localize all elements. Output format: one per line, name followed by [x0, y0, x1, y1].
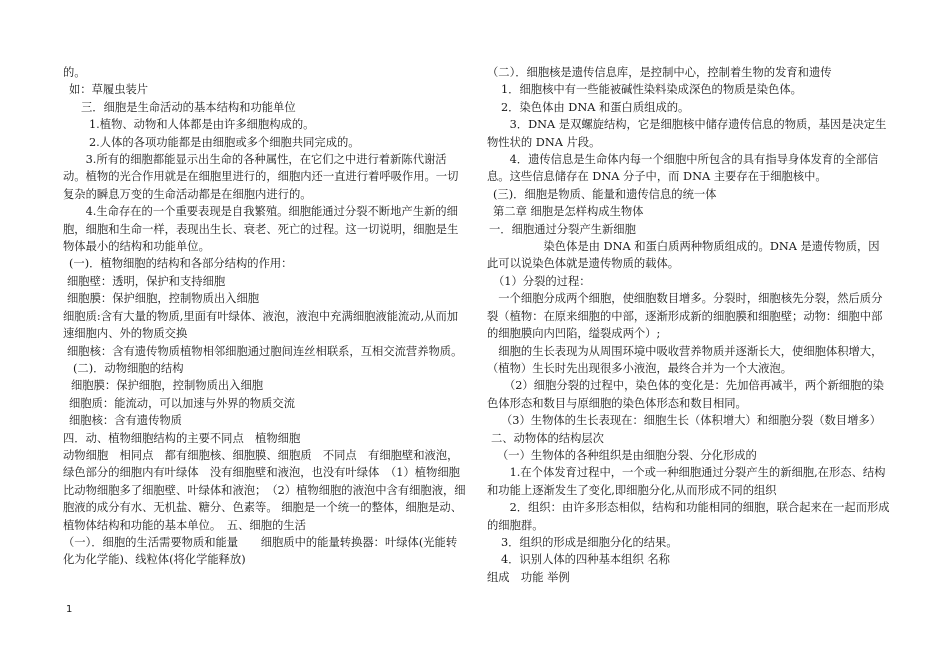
- paragraph: 组成 功能 举例: [487, 570, 570, 584]
- paragraph: 2．染色体由 DNA 和蛋白质组成的。: [501, 100, 690, 114]
- paragraph: （1）分裂的过程：: [493, 274, 591, 288]
- paragraph: 细胞的生长表现为从周围环境中吸收营养物质并逐渐长大，使细胞体积增大，（植物）生长时先出现很多小液泡，最终合并为一个大液泡。: [487, 344, 883, 375]
- paragraph: 2.人体的各项功能都是由细胞或多个细胞共同完成的。: [89, 135, 360, 149]
- paragraph: （3）生物体的生长表现在：细胞生长（体积增大）和细胞分裂（数目增多）: [501, 414, 881, 428]
- paragraph: （一）．细胞的生活需要物质和能量 细胞质中的能量转换器：叶绿体(光能转化为化学能)、线粒体(将化学能释放): [63, 535, 458, 567]
- paragraph: (一)．植物细胞的结构和各部分结构的作用：: [69, 257, 293, 271]
- paragraph: 细胞核：含有遗传物质植物相邻细胞通过胞间连丝相联系，互相交流营养物质。: [67, 344, 463, 358]
- paragraph: 3．组织的形成是细胞分化的结果。: [501, 535, 678, 549]
- paragraph: 细胞质:含有大量的物质,里面有叶绿体、液泡，液泡中充满细胞液能流动,从而加速细胞内、外的物质交换: [63, 309, 459, 341]
- paragraph: 1.在个体发育过程中，一个或一种细胞通过分裂产生的新细胞,在形态、结构和功能上逐渐发生了变化,即细胞分化,从而形成不同的组织: [487, 466, 886, 497]
- paragraph: 1.植物、动物和人体都是由许多细胞构成的。: [89, 118, 315, 132]
- paragraph: (三)．细胞是物质、能量和遗传信息的统一体: [493, 187, 717, 201]
- paragraph: 如：草履虫装片: [69, 83, 149, 97]
- page-number: 1: [66, 604, 73, 615]
- paragraph: (二)．动物细胞的结构: [73, 361, 184, 375]
- paragraph: 三．细胞是生命活动的基本结构和功能单位: [81, 100, 296, 114]
- paragraph: 细胞质：能流动，可以加速与外界的物质交流: [69, 396, 295, 410]
- paragraph: （2）细胞分裂的过程中，染色体的变化是：先加倍再减半，两个新细胞的染色体形态和数目与原细胞的染色体形态和数目相同。: [487, 379, 884, 410]
- paragraph: 细胞膜：保护细胞，控制物质出入细胞: [67, 292, 260, 306]
- paragraph: 染色体是由 DNA 和蛋白质两种物质组成的。DNA 是遗传物质，因此可以说染色体就是遗传物质的载体。: [487, 240, 880, 271]
- paragraph: 2．组织：由许多形态相似，结构和功能相同的细胞，联合起来在一起而形成的细胞群。: [487, 501, 890, 532]
- paragraph: 4．识别人体的四种基本组织 名称: [501, 553, 670, 567]
- paragraph: 动物细胞 相同点 都有细胞核、细胞膜、细胞质 不同点 有细胞壁和液泡，绿色部分的细胞内有叶绿体 没有细胞壁和液泡，也没有叶绿体 （1）植物细胞比动物细胞多了细胞壁、叶绿体和液泡； （2）植物细胞的液泡中含有细胞液，细胞液的成分有水、无机盐、糖分、色素等。 细胞是一个统一的整体，细胞是动、植物体结构和功能的基本单位。 五、细胞的生活: [63, 448, 466, 532]
- paragraph: 一个细胞分成两个细胞，使细胞数目增多。分裂时，细胞核先分裂，然后质分裂（植物：在原来细胞的中部，逐渐形成新的细胞膜和细胞壁；动物：细胞中部的细胞膜向内凹陷，缢裂成两个）;: [487, 292, 883, 341]
- paragraph: 4.生命存在的一个重要表现是自我繁殖。细胞能通过分裂不断地产生新的细胞，细胞和生命一样，表现出生长、衰老、死亡的过程。这一切说明，细胞是生物体最小的结构和功能单位。: [63, 205, 459, 254]
- paragraph: （二）．细胞核是遗传信息库，是控制中心，控制着生物的发育和遗传: [487, 66, 832, 79]
- paragraph: （一）生物体的各种组织是由细胞分裂、分化形成的: [497, 448, 757, 462]
- left-column: [63, 64, 466, 569]
- paragraph: 3.所有的细胞都能显示出生命的各种属性，在它们之中进行着新陈代谢活动。植物的光合作用就是在细胞里进行的，细胞内还一直进行着呼吸作用。一切复杂的瞬息万变的生命活动都是在细胞内进行的。: [63, 153, 459, 201]
- paragraph: 的。: [63, 66, 86, 79]
- paragraph: 四．动、植物细胞结构的主要不同点 植物细胞: [63, 431, 301, 445]
- paragraph: 细胞核：含有遗传物质: [69, 414, 182, 428]
- paragraph: 3．DNA 是双螺旋结构，它是细胞核中储存遗传信息的物质，基因是决定生物性状的 DNA 片段。: [487, 118, 887, 149]
- paragraph: 二、动物体的结构层次: [491, 431, 604, 445]
- right-column: [487, 64, 890, 586]
- paragraph: 第二章 细胞是怎样构成生物体: [493, 205, 644, 219]
- paragraph: 1．细胞核中有一些能被碱性染料染成深色的物质是染色体。: [501, 83, 802, 97]
- paragraph: 一．细胞通过分裂产生新细胞: [489, 222, 636, 236]
- paragraph: 4．遗传信息是生命体内每一个细胞中所包含的具有指导身体发育的全部信息。这些信息储存在 DNA 分子中，而 DNA 主要存在于细胞核中。: [487, 153, 879, 184]
- paragraph: 细胞膜：保护细胞，控制物质出入细胞: [71, 379, 264, 393]
- paragraph: 细胞壁：透明，保护和支持细胞: [67, 274, 226, 288]
